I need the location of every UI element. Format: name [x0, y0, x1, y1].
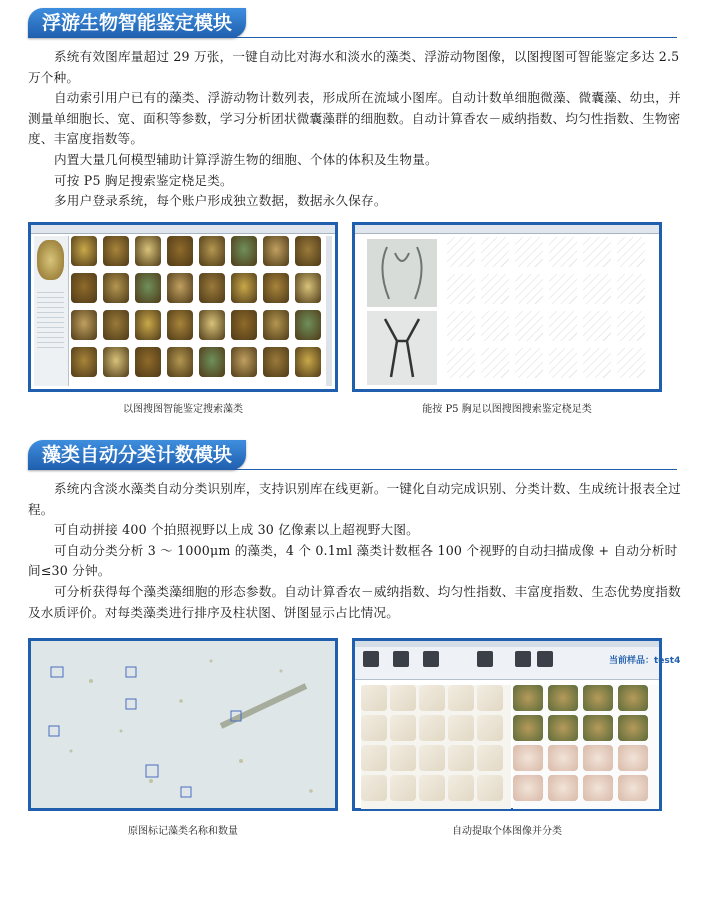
- section1-paragraph: 可按 P5 胸足搜索鉴定桡足类。: [54, 172, 233, 188]
- algae-thumbnail[interactable]: [71, 310, 97, 340]
- algae-cell-thumbnail[interactable]: [477, 745, 503, 771]
- copepod-sketch-thumbnail[interactable]: [515, 348, 543, 378]
- algae-cell-thumbnail[interactable]: [361, 775, 387, 801]
- copepod-leg-image: [367, 311, 437, 385]
- section2-paragraph: 可分析获得每个藻类藻细胞的形态参数。自动计算香农－威纳指数、均匀性指数、丰富度指数、生态优势度指数及水质评价。对每类藻类进行排序及柱状图、饼图显示占比情况。: [28, 583, 681, 620]
- algae-thumbnail[interactable]: [103, 347, 129, 377]
- algae-thumbnail[interactable]: [71, 236, 97, 266]
- copepod-sketch-thumbnail[interactable]: [481, 348, 509, 378]
- classified-cell-thumbnail[interactable]: [513, 775, 543, 801]
- algae-thumbnail[interactable]: [263, 347, 289, 377]
- algae-thumbnail[interactable]: [135, 310, 161, 340]
- algae-search-screenshot: [28, 222, 338, 392]
- copepod-sketch-thumbnail[interactable]: [617, 237, 645, 267]
- algae-cell-thumbnail[interactable]: [390, 745, 416, 771]
- classified-cell-thumbnail[interactable]: [618, 745, 648, 771]
- classified-cell-thumbnail[interactable]: [618, 715, 648, 741]
- classified-cell-thumbnail[interactable]: [583, 715, 613, 741]
- individual-image-grid: [361, 685, 511, 809]
- copepod-sketch-thumbnail[interactable]: [617, 348, 645, 378]
- algae-thumbnail[interactable]: [135, 273, 161, 303]
- algae-cell-thumbnail[interactable]: [419, 745, 445, 771]
- algae-thumbnail[interactable]: [167, 347, 193, 377]
- section1-body: [28, 47, 684, 212]
- algae-thumbnail[interactable]: [295, 273, 321, 303]
- algae-cell-thumbnail[interactable]: [448, 715, 474, 741]
- copepod-sketch-thumbnail[interactable]: [481, 311, 509, 341]
- algae-thumbnail[interactable]: [167, 310, 193, 340]
- toolbar-button[interactable]: [423, 651, 439, 667]
- scrollbar[interactable]: [326, 236, 332, 386]
- copepod-sketch-thumbnail[interactable]: [549, 348, 577, 378]
- algae-cell-thumbnail[interactable]: [448, 775, 474, 801]
- copepod-sketch-thumbnail[interactable]: [583, 311, 611, 341]
- algae-cell-thumbnail[interactable]: [477, 715, 503, 741]
- window-titlebar: [355, 225, 659, 234]
- algae-cell-thumbnail[interactable]: [477, 775, 503, 801]
- algae-thumbnail[interactable]: [103, 310, 129, 340]
- classified-cell-thumbnail[interactable]: [618, 685, 648, 711]
- section2-paragraph: 可自动拼接 400 个拍照视野以上成 30 亿像素以上超视野大图。: [54, 522, 419, 538]
- caption-algae-search: 以图搜图智能鉴定搜索藻类: [123, 404, 243, 415]
- algae-thumbnail[interactable]: [295, 236, 321, 266]
- algae-thumbnail[interactable]: [167, 236, 193, 266]
- algae-thumbnail[interactable]: [231, 347, 257, 377]
- section1-divider: [28, 37, 677, 38]
- algae-thumbnail[interactable]: [231, 310, 257, 340]
- algae-thumbnail[interactable]: [263, 310, 289, 340]
- classified-cell-thumbnail[interactable]: [548, 775, 578, 801]
- section1-header: [28, 8, 246, 38]
- toolbar-button[interactable]: [515, 651, 531, 667]
- algae-thumbnail[interactable]: [135, 236, 161, 266]
- copepod-sketch-thumbnail[interactable]: [549, 274, 577, 304]
- classified-cell-thumbnail[interactable]: [583, 685, 613, 711]
- window-titlebar: [31, 225, 335, 234]
- section1-title: 浮游生物智能鉴定模块: [42, 12, 233, 34]
- copepod-photo-top: [367, 239, 437, 307]
- copepod-sketch-thumbnail[interactable]: [617, 274, 645, 304]
- algae-cell-thumbnail[interactable]: [419, 775, 445, 801]
- classified-cell-thumbnail[interactable]: [513, 715, 543, 741]
- algae-cell-thumbnail[interactable]: [448, 685, 474, 711]
- algae-cell-thumbnail[interactable]: [448, 745, 474, 771]
- algae-cell-thumbnail[interactable]: [361, 685, 387, 711]
- copepod-sketch-thumbnail[interactable]: [617, 311, 645, 341]
- algae-thumbnail[interactable]: [103, 273, 129, 303]
- algae-thumbnail[interactable]: [71, 347, 97, 377]
- algae-thumbnail[interactable]: [295, 347, 321, 377]
- classified-cell-thumbnail[interactable]: [548, 715, 578, 741]
- sample-label: 当前样品：test4: [609, 656, 681, 666]
- preview-panel: [34, 236, 69, 386]
- section2-divider: [28, 469, 677, 470]
- copepod-sketch-thumbnail[interactable]: [515, 311, 543, 341]
- algae-cell-thumbnail[interactable]: [361, 745, 387, 771]
- copepod-sketch-thumbnail[interactable]: [481, 237, 509, 267]
- copepod-sketch-thumbnail[interactable]: [447, 348, 475, 378]
- classified-cell-thumbnail[interactable]: [548, 745, 578, 771]
- algae-result-grid: [71, 236, 327, 386]
- copepod-sketch-grid: [447, 237, 653, 387]
- section2-paragraph: 可自动分类分析 3 ～ 1000μm 的藻类，4 个 0.1ml 藻类计数框各 100 个视野的自动扫描成像 + 自动分析时间≤30 分钟。: [28, 542, 678, 579]
- algae-thumbnail[interactable]: [231, 273, 257, 303]
- algae-thumbnail[interactable]: [199, 273, 225, 303]
- algae-thumbnail[interactable]: [167, 273, 193, 303]
- classification-app-screenshot: [352, 638, 681, 811]
- marked-micrograph-screenshot: [28, 638, 338, 811]
- algae-cell-thumbnail[interactable]: [419, 715, 445, 741]
- classified-cell-thumbnail[interactable]: [583, 745, 613, 771]
- copepod-sketch-thumbnail[interactable]: [447, 237, 475, 267]
- copepod-search-screenshot: [352, 222, 662, 392]
- algae-thumbnail[interactable]: [231, 236, 257, 266]
- toolbar-button[interactable]: [393, 651, 409, 667]
- copepod-sketch-thumbnail[interactable]: [447, 311, 475, 341]
- classified-image-grid: [513, 685, 659, 809]
- micrograph-image: [31, 641, 335, 808]
- copepod-leg-image: [367, 239, 437, 307]
- section1-paragraph: 内置大量几何模型辅助计算浮游生物的细胞、个体的体积及生物量。: [54, 151, 438, 167]
- section2-header: [28, 440, 246, 470]
- caption-classification-app: 自动提取个体图像并分类: [452, 826, 562, 837]
- toolbar-button[interactable]: [537, 651, 553, 667]
- algae-cell-thumbnail[interactable]: [419, 685, 445, 711]
- toolbar-button[interactable]: [363, 651, 379, 667]
- classified-cell-thumbnail[interactable]: [513, 745, 543, 771]
- section1-paragraph: 多用户登录系统，每个账户形成独立数据，数据永久保存。: [54, 193, 387, 209]
- algae-thumbnail[interactable]: [71, 273, 97, 303]
- algae-cell-thumbnail[interactable]: [390, 685, 416, 711]
- copepod-sketch-thumbnail[interactable]: [549, 311, 577, 341]
- copepod-sketch-thumbnail[interactable]: [583, 348, 611, 378]
- copepod-photo-bottom: [367, 311, 437, 385]
- algae-thumbnail[interactable]: [295, 310, 321, 340]
- algae-thumbnail[interactable]: [103, 236, 129, 266]
- caption-marked-micrograph: 原图标记藻类名称和数量: [128, 826, 238, 837]
- classified-cell-thumbnail[interactable]: [618, 775, 648, 801]
- algae-cell-thumbnail[interactable]: [361, 715, 387, 741]
- section2-body: [28, 479, 684, 623]
- algae-thumbnail[interactable]: [199, 236, 225, 266]
- algae-cell-thumbnail[interactable]: [390, 775, 416, 801]
- copepod-sketch-thumbnail[interactable]: [515, 237, 543, 267]
- caption-copepod-search: 能按 P5 胸足以图搜图搜索鉴定桡足类: [422, 404, 592, 415]
- copepod-sketch-thumbnail[interactable]: [583, 237, 611, 267]
- algae-thumbnail[interactable]: [263, 273, 289, 303]
- section1-paragraph: 自动索引用户已有的藻类、浮游动物计数列表，形成所在流域小图库。自动计数单细胞微藻、微囊藻、幼虫，并测量单细胞长、宽、面积等参数，学习分析团状微囊藻群的细胞数。自动计算香农－威纳指数、均匀性指数、生物密度、丰富度指数等。: [28, 90, 681, 147]
- section2-paragraph: 系统内含淡水藻类自动分类识别库，支持识别库在线更新。一键化自动完成识别、分类计数、生成统计报表全过程。: [28, 481, 681, 517]
- copepod-sketch-thumbnail[interactable]: [583, 274, 611, 304]
- classified-cell-thumbnail[interactable]: [583, 775, 613, 801]
- copepod-sketch-thumbnail[interactable]: [549, 237, 577, 267]
- section1-paragraph: 系统有效图库量超过 29 万张，一键自动比对海水和淡水的藻类、浮游动物图像，以图搜图可智能鉴定多达 2.5 万个种。: [28, 49, 680, 85]
- algae-thumbnail[interactable]: [199, 347, 225, 377]
- copepod-sketch-thumbnail[interactable]: [481, 274, 509, 304]
- algae-cell-thumbnail[interactable]: [390, 715, 416, 741]
- app-toolbar: [355, 641, 681, 680]
- algae-thumbnail[interactable]: [263, 236, 289, 266]
- copepod-sketch-thumbnail[interactable]: [447, 274, 475, 304]
- toolbar-button[interactable]: [477, 651, 493, 667]
- algae-thumbnail[interactable]: [199, 310, 225, 340]
- copepod-sketch-thumbnail[interactable]: [515, 274, 543, 304]
- algae-thumbnail[interactable]: [135, 347, 161, 377]
- classified-cell-thumbnail[interactable]: [548, 685, 578, 711]
- classified-cell-thumbnail[interactable]: [513, 685, 543, 711]
- algae-cell-thumbnail[interactable]: [477, 685, 503, 711]
- section2-title: 藻类自动分类计数模块: [42, 444, 233, 466]
